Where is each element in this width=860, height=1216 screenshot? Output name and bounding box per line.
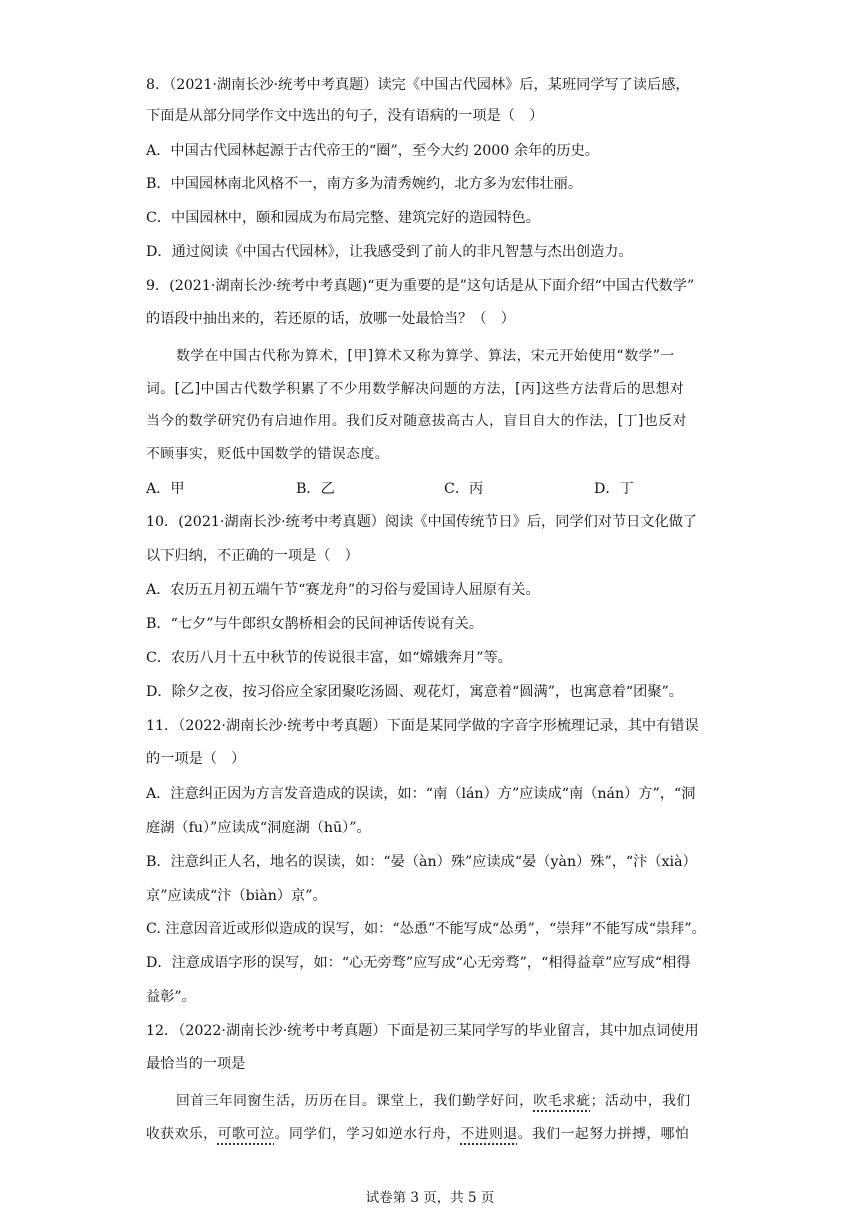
question-9-option-b: B．乙 (296, 481, 335, 497)
page-footer: 试卷第 3 页，共 5 页 (365, 1190, 495, 1206)
passage-text: 。同学们，学习如逆水行舟， (274, 1126, 461, 1142)
question-10-stem-line-2: 以下归纳，不正确的一项是（ ） (146, 548, 359, 564)
question-12-passage-line-2 (146, 1124, 689, 1144)
passage-text: 收获欢乐， (146, 1126, 218, 1142)
question-9-stem-line-2: 的语段中抽出来的，若还原的话，放哪一处最恰当？（ ） (146, 311, 515, 327)
question-10-option-a: A．农历五月初五端午节“赛龙舟”的习俗与爱国诗人屈原有关。 (146, 582, 540, 598)
passage-text: 回首三年同窗生活，历历在目。课堂上，我们勤学好问， (176, 1093, 534, 1109)
question-9-option-c: C．丙 (444, 481, 484, 497)
question-8-option-b: B．中国园林南北风格不一，南方多为清秀婉约，北方多为宏伟壮丽。 (146, 176, 583, 192)
question-8-option-d: D．通过阅读《中国古代园林》，让我感受到了前人的非凡智慧与杰出创造力。 (146, 244, 633, 260)
question-11-option-d-line-2: 益彰”。 (146, 989, 196, 1005)
question-9-passage-line-2: 词。[乙]中国古代数学积累了不少用数学解决问题的方法，[丙]这些方法背后的思想对 (146, 381, 685, 397)
question-8-option-a: A．中国古代园林起源于古代帝王的“圈”，至今大约 2000 余年的历史。 (146, 143, 599, 159)
question-8-stem-line-1: 8．（2021·湖南长沙·统考中考真题）读完《中国古代园林》后，某班同学写了读后感， (146, 77, 690, 93)
question-9-passage-line-3: 当今的数学研究仍有启迪作用。我们反对随意拔高古人，盲目自大的作法，[丁]也反对 (146, 413, 687, 429)
question-12-passage-line-1 (176, 1091, 691, 1111)
question-11-option-a-line-2: 庭湖（fu）”应读成“洞庭湖（hū）”。 (146, 820, 371, 836)
question-9-option-d: D．丁 (594, 481, 634, 497)
question-12-stem-line-1: 12．（2022·湖南长沙·统考中考真题）下面是初三某同学写的毕业留言，其中加点词使用 (146, 1023, 699, 1039)
question-12-stem-line-2: 最恰当的一项是 (146, 1056, 246, 1072)
question-11-option-b-line-2: 京”应读成“汴（biàn）京”。 (146, 888, 327, 904)
question-11-stem-line-2: 的一项是（ ） (146, 751, 246, 767)
question-11-option-c: C. 注意因音近或形似造成的误写，如：“怂恿”不能写成“怂勇”，“崇拜”不能写成“祟拜”。 (146, 921, 706, 937)
question-10-stem-line-1: 10．(2021·湖南长沙·统考中考真题）阅读《中国传统节日》后，同学们对节日文化做了 (146, 514, 698, 530)
question-9-passage-line-4: 不顾事实，贬低中国数学的错误态度。 (146, 446, 390, 462)
question-9-option-a: A．甲 (146, 481, 185, 497)
question-9-passage-line-1: 数学在中国古代称为算术，[甲]算术又称为算学、算法，宋元开始使用“数学”一 (176, 348, 675, 364)
question-10-option-b: B．“七夕”与牛郎织女鹊桥相会的民间神话传说有关。 (146, 616, 484, 632)
passage-text: 。我们一起努力拼搏，哪怕 (517, 1126, 690, 1142)
question-10-option-d: D．除夕之夜，按习俗应全家团聚吃汤圆、观花灯，寓意着“圆满”，也寓意着“团聚”。 (146, 684, 683, 700)
dotted-phrase-2: 可歌可泣 (217, 1126, 275, 1142)
question-11-stem-line-1: 11．（2022·湖南长沙·统考中考真题）下面是某同学做的字音字形梳理记录，其中有错误 (146, 718, 699, 734)
question-11-option-a-line-1: A．注意纠正因为方言发音造成的误读，如：“南（lán）方”应读成“南（nán）方”，“洞 (146, 786, 696, 802)
question-11-option-d-line-1: D．注意成语字形的误写，如：“心无旁骛”应写成“心无旁骛”，“相得益章”应写成“相得 (146, 955, 691, 971)
dotted-phrase-1: 吹毛求疵 (533, 1093, 591, 1109)
question-8-option-c: C．中国园林中，颐和园成为布局完整、建筑完好的造园特色。 (146, 210, 540, 226)
dotted-phrase-3: 不进则退 (460, 1126, 518, 1142)
question-10-option-c: C．农历八月十五中秋节的传说很丰富，如“嫦娥奔月”等。 (146, 650, 512, 666)
question-9-stem-line-1: 9．(2021·湖南长沙·统考中考真题)“更为重要的是”这句话是从下面介绍“中国古代数学” (146, 278, 695, 294)
question-8-stem-line-2: 下面是从部分同学作文中选出的句子，没有语病的一项是（ ） (146, 108, 544, 124)
passage-text: ；活动中，我们 (590, 1093, 691, 1109)
question-11-option-b-line-1: B．注意纠正人名，地名的误读，如：“晏（àn）殊”应读成“晏（yàn）殊”，“汴（xià） (146, 854, 697, 870)
